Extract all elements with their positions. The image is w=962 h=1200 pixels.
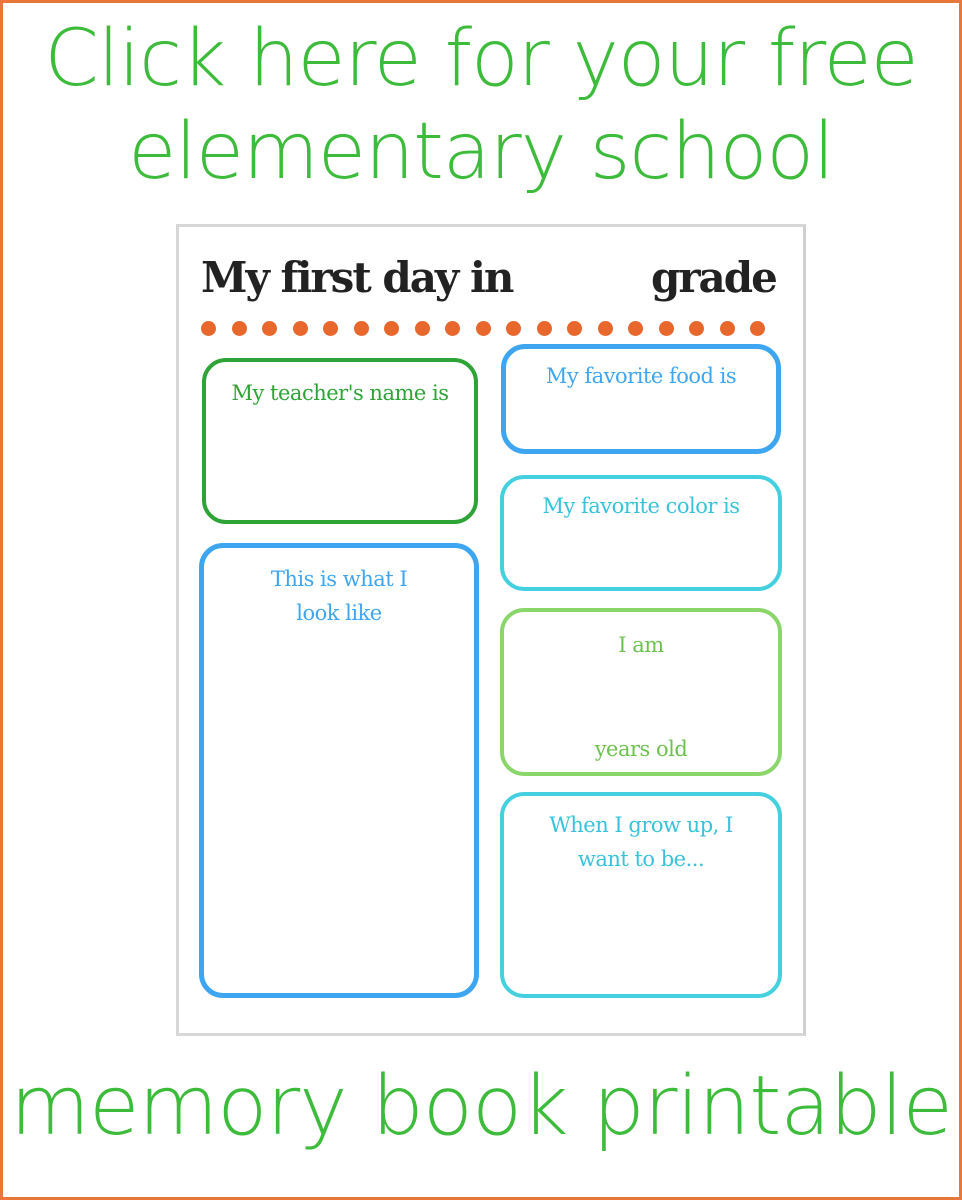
age-box [500,608,782,776]
grow-up-box [500,792,782,998]
headline-line-2: elementary school [128,107,834,197]
teacher-name-label: My teacher's name is [231,381,449,405]
printable-title-right: grade [651,253,776,302]
self-portrait-box [199,543,479,998]
divider-dot [537,321,552,336]
favorite-color-label: My favorite color is [542,494,740,518]
self-portrait-label-line-1: This is what I [270,567,408,591]
divider-dot [689,321,704,336]
printable-preview [176,224,806,1036]
favorite-food-label: My favorite food is [545,364,737,388]
age-label-top: I am [618,633,664,657]
divider-dot [384,321,399,336]
divider-dot [598,321,613,336]
divider-dot [262,321,277,336]
favorite-food-box [501,344,781,454]
divider-dot [750,321,765,336]
favorite-color-box [500,475,782,591]
divider-dot [659,321,674,336]
divider-dot [323,321,338,336]
printable-title-left: My first day in [201,253,513,302]
footer-line: memory book printable [10,1059,952,1154]
divider-dot [720,321,735,336]
grow-up-label [504,808,778,876]
grow-up-label-line-1: When I grow up, I [549,813,733,837]
self-portrait-label-line-2: look like [296,601,382,625]
age-label-bottom: years old [594,737,688,761]
divider-dot [567,321,582,336]
headline-line-1: Click here for your free [44,14,918,104]
divider-dot [628,321,643,336]
grow-up-label-line-2: want to be... [577,847,705,871]
divider-dot [354,321,369,336]
divider-dot [201,321,216,336]
divider-dot [293,321,308,336]
divider-dot [506,321,521,336]
teacher-name-box [202,358,478,524]
dotted-divider [201,317,781,337]
self-portrait-label [204,562,474,630]
divider-dot [445,321,460,336]
divider-dot [232,321,247,336]
divider-dot [476,321,491,336]
divider-dot [415,321,430,336]
